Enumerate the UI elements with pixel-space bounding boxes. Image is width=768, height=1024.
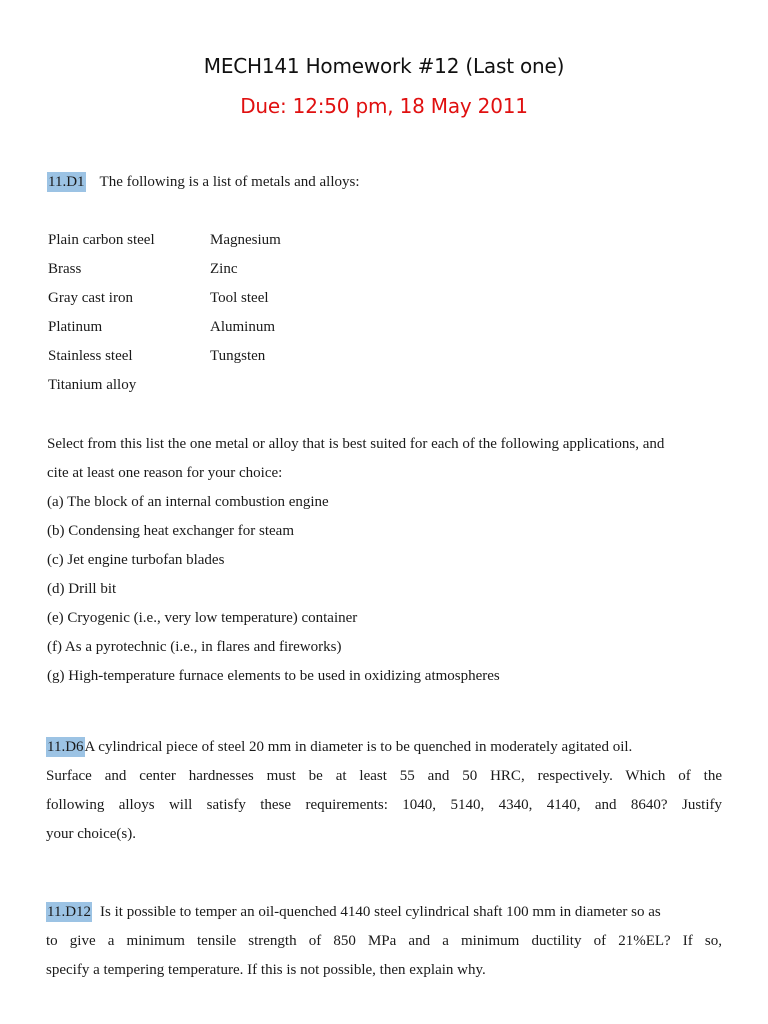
question-label: 11.D6 [47, 739, 84, 755]
question-text: specify a tempering temperature. If this is not possible, then explain why. [46, 962, 486, 978]
question-part: (c) Jet engine turbofan blades [47, 552, 225, 568]
list-item: Titanium alloy [48, 377, 137, 393]
list-item: Tungsten [210, 348, 266, 364]
question-text: following alloys will satisfy these requirements: 1040, 5140, 4340, 4140, and 8640? Justify [46, 797, 722, 813]
question-part: (a) The block of an internal combustion engine [47, 494, 329, 510]
instruction-text: Select from this list the one metal or alloy that is best suited for each of the following applications, and [47, 436, 665, 452]
metals-list-right [210, 226, 281, 371]
question-part: (d) Drill bit [47, 581, 117, 597]
question-label: 11.D12 [47, 904, 92, 920]
question-text: to give a minimum tensile strength of 850 MPa and a minimum ductility of 21%EL? If so, [46, 933, 722, 949]
question-part: (e) Cryogenic (i.e., very low temperature) container [47, 610, 358, 626]
list-item: Magnesium [210, 232, 281, 248]
list-item: Platinum [48, 319, 103, 335]
list-item: Stainless steel [48, 348, 133, 364]
list-item: Zinc [210, 261, 238, 277]
question-intro: The following is a list of metals and alloys: [99, 174, 360, 190]
question-text: A cylindrical piece of steel 20 mm in diameter is to be quenched in moderately agitated oil. [84, 739, 633, 755]
question-11-d6 [46, 733, 722, 849]
question-text: Surface and center hardnesses must be at least 55 and 50 HRC, respectively. Which of the [46, 768, 722, 784]
question-part: (f) As a pyrotechnic (i.e., in flares and fireworks) [47, 639, 342, 655]
list-item: Brass [48, 261, 82, 277]
due-date: Due: 12:50 pm, 18 May 2011 [240, 94, 528, 118]
list-item: Gray cast iron [48, 290, 133, 306]
list-item: Aluminum [210, 319, 276, 335]
question-11-d1-header [47, 168, 360, 197]
question-11-d1-body [47, 430, 727, 691]
question-label: 11.D1 [48, 174, 85, 190]
instruction-text: cite at least one reason for your choice: [47, 465, 283, 481]
question-text: your choice(s). [46, 826, 136, 842]
question-11-d12 [46, 898, 722, 985]
question-part: (g) High-temperature furnace elements to be used in oxidizing atmospheres [47, 668, 500, 684]
list-item: Plain carbon steel [48, 232, 155, 248]
metals-list-left [48, 226, 155, 400]
page-title: MECH141 Homework #12 (Last one) [203, 54, 565, 78]
list-item: Tool steel [210, 290, 269, 306]
question-part: (b) Condensing heat exchanger for steam [47, 523, 294, 539]
question-text: Is it possible to temper an oil-quenched 4140 steel cylindrical shaft 100 mm in diameter so as [100, 904, 661, 920]
